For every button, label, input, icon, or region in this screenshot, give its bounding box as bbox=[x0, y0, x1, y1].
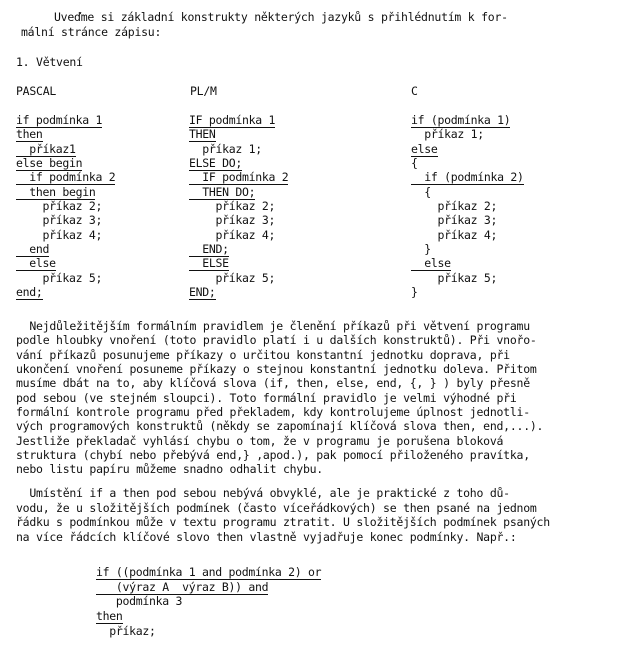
code-line: příkaz 3; bbox=[189, 213, 276, 227]
section-title: 1. Větvení bbox=[16, 55, 83, 69]
intro-line: Uveďme si základní konstrukty některých jazyků s přihlédnutím k for- bbox=[54, 10, 508, 24]
code-line: else bbox=[411, 256, 451, 270]
code-line: příkaz 5; bbox=[411, 271, 498, 285]
paragraph-line: podle hloubky vnoření (toto pravidlo platí i u dalších konstruktů). Při vnořo- bbox=[16, 333, 537, 347]
code-line: ELSE DO; bbox=[189, 156, 242, 170]
code-line: příkaz 1; bbox=[411, 127, 484, 141]
code-line: if podmínka 2 bbox=[16, 170, 116, 184]
column-header: PL/M bbox=[190, 84, 217, 98]
code-line: end; bbox=[16, 285, 43, 299]
code-line: } bbox=[411, 285, 418, 299]
paragraph-line: na více řádcích klíčové slovo then vlastně vyjadřuje konec podmínky. Např.: bbox=[16, 530, 517, 544]
paragraph-line: vých programových konstruktů (někdy se zapomínají klíčová slova then, end,...). bbox=[16, 419, 544, 433]
code-line: if podmínka 1 bbox=[16, 113, 103, 127]
code-line: příkaz 4; bbox=[411, 228, 498, 242]
code-line: if (podmínka 1) bbox=[411, 113, 511, 127]
column-header: PASCAL bbox=[16, 84, 57, 98]
code-line: else bbox=[16, 256, 56, 270]
code-line: příkaz 2; bbox=[189, 199, 276, 213]
code-line: END; bbox=[189, 285, 216, 299]
paragraph-line: Umístění if a then pod sebou nebývá obvyklé, ale je praktické z toho dů- bbox=[16, 486, 510, 500]
column-header: C bbox=[411, 84, 418, 98]
code-line: then bbox=[16, 127, 43, 141]
paragraph-line: pod sebou (ve stejném sloupci). Toto formální pravidlo je velmi výhodné při bbox=[16, 391, 517, 405]
code-line: příkaz 1; bbox=[189, 142, 262, 156]
code-line: příkaz 5; bbox=[189, 271, 276, 285]
paragraph-line: řádku s podmínkou může v textu programu ztratit. U složitějších podmínek psaných bbox=[16, 515, 550, 529]
code-line: else begin bbox=[16, 156, 83, 170]
code-line: příkaz 2; bbox=[16, 199, 103, 213]
code-line: then bbox=[96, 609, 123, 623]
code-line: příkaz1 bbox=[16, 142, 76, 156]
code-line: (výraz A výraz B)) and bbox=[96, 580, 269, 594]
code-line: else bbox=[411, 142, 438, 156]
code-line: příkaz 2; bbox=[411, 199, 498, 213]
code-line: příkaz 5; bbox=[16, 271, 103, 285]
paragraph-line: nebo listu papíru můžeme snadno odhalit chybu. bbox=[16, 462, 323, 476]
paragraph-line: formální kontrole programu před překladem, kdy kontrolujeme úplnost jednotli- bbox=[16, 405, 530, 419]
code-line: if (podmínka 2) bbox=[411, 170, 524, 184]
intro-line: mální stránce zápisu: bbox=[21, 25, 162, 39]
paragraph-line: ukončení vnoření posuneme příkazy o stejnou konstantní jednotku doleva. Přitom bbox=[16, 362, 537, 376]
paragraph-line: vání příkazů posunujeme příkazy o určitou konstantní jednotku doprava, při bbox=[16, 348, 510, 362]
code-line: příkaz 4; bbox=[189, 228, 276, 242]
code-line: { bbox=[411, 156, 418, 170]
code-line: ELSE bbox=[189, 256, 229, 270]
code-line: IF podmínka 1 bbox=[189, 113, 276, 127]
code-line: příkaz; bbox=[96, 624, 156, 638]
code-line: THEN DO; bbox=[189, 185, 256, 199]
code-line: } bbox=[411, 242, 431, 256]
paragraph-line: musíme dbát na to, aby klíčová slova (if, then, else, end, {, } ) byly přesně bbox=[16, 376, 530, 390]
code-line: příkaz 3; bbox=[411, 213, 498, 227]
code-line: end bbox=[16, 242, 50, 256]
code-line: THEN bbox=[189, 127, 216, 141]
code-line: příkaz 4; bbox=[16, 228, 103, 242]
paragraph-line: Nejdůležitějším formálním pravidlem je členění příkazů při větvení programu bbox=[16, 319, 530, 333]
code-line: END; bbox=[189, 242, 229, 256]
code-line: příkaz 3; bbox=[16, 213, 103, 227]
code-line: then begin bbox=[16, 185, 96, 199]
code-line: IF podmínka 2 bbox=[189, 170, 289, 184]
code-line: { bbox=[411, 185, 431, 199]
code-line: if ((podmínka 1 and podmínka 2) or bbox=[96, 565, 322, 579]
paragraph-line: struktura (chybí nebo přebývá end,} ,apod.), pak pomocí přiloženého pravítka, bbox=[16, 448, 530, 462]
code-line: podmínka 3 bbox=[96, 594, 183, 608]
paragraph-line: vodu, že u složitějších podmínek (často víceřádkových) se then psané na jednom bbox=[16, 501, 537, 515]
paragraph-line: Jestliže překladač vyhlásí chybu o tom, že v programu je porušena bloková bbox=[16, 434, 504, 448]
